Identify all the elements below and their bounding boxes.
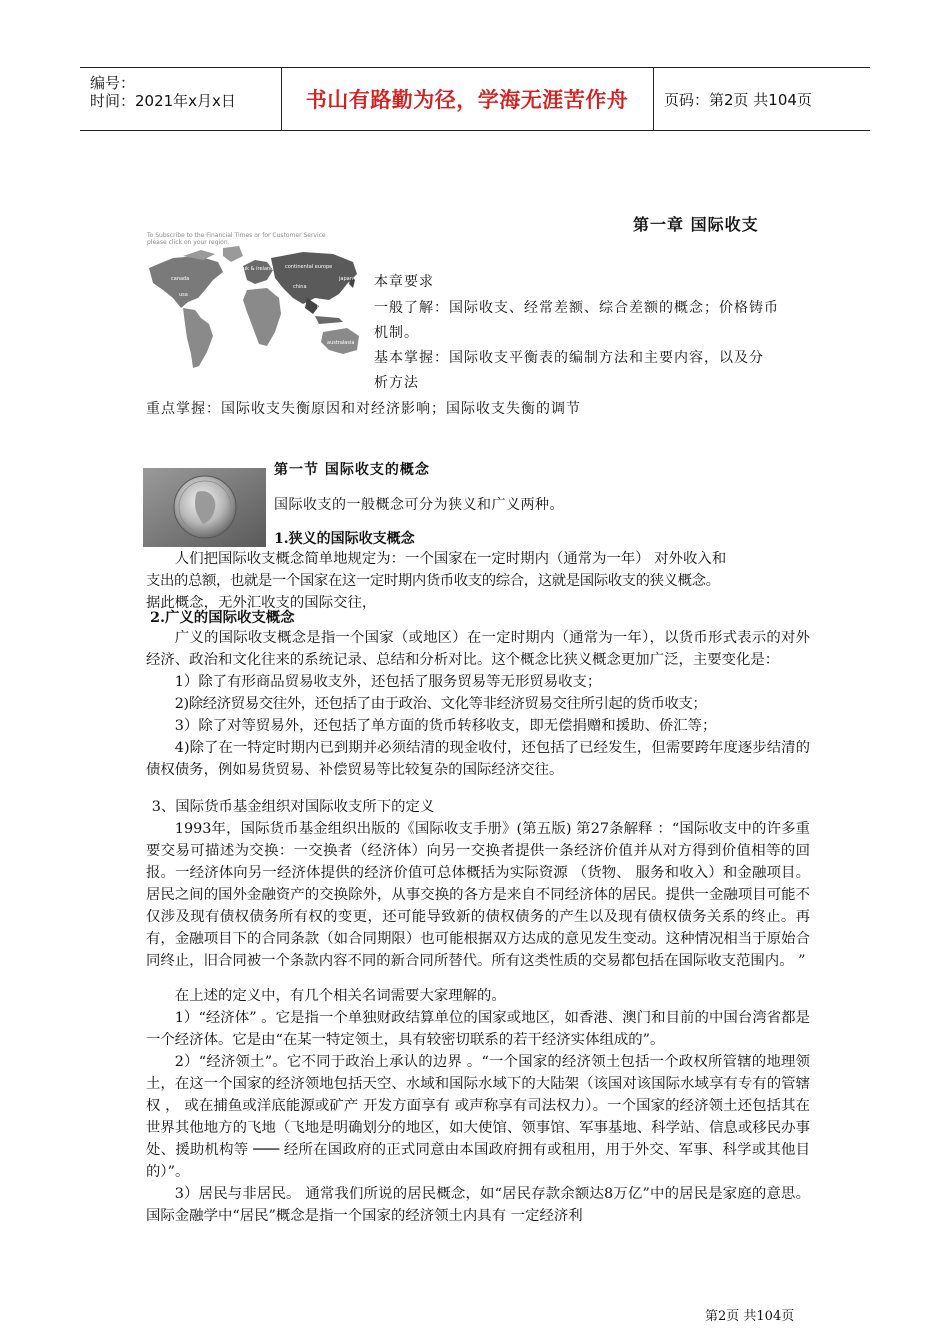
requirements-general-line1: 一般了解：国际收支、经常差额、综合差额的概念；价格铸币 (374, 300, 779, 316)
requirements-basic-line2: 析方法 (374, 375, 419, 391)
header-motto-cell (281, 68, 654, 130)
term-economic-territory: 2）“经济领土”。它不同于政治上承认的边界 。“一个国家的经济领土包括一个政权所管辖的地理领土，在这一个国家的经济领地包括天空、水域和国际水域下的大陆架（该国对该国际水域享有专有的管辖权 ， 或在捕鱼或洋底能源或矿产 开发方面享有 或声称享有司法权力）。一个国家的经济领土还包括其在世界其他地方的飞地（飞地是明确划分的地区，如大使馆、领事馆、军事基地、科学站、信息或移民办事处、援助机构等 ─── 经所在国政府的正式同意由本国政府拥有或租用，用于外交、军事、科学或其他目的）”。 (146, 1054, 810, 1180)
header-motto: 书山有路勤为径，学海无涯苦作舟 (305, 88, 629, 112)
narrow-concept-line3: 据此概念，无外汇收支的国际交往， (146, 595, 377, 611)
broad-concept-paragraph: 广义的国际收支概念是指一个国家（或地区）在一定时期内（通常为一年），以货币形式表示的对外经济、政治和文化往来的系统记录、总结和分析对比。这个概念比狭义概念更加广泛，主要变化是： (146, 630, 810, 668)
imf-definition-block (146, 796, 810, 972)
chapter-title: 第一章 国际收支 (633, 215, 759, 234)
broad-concept-title (150, 607, 814, 629)
document-date-label: 时间：2021年x月x日 (90, 92, 236, 110)
header-meta-cell (80, 68, 282, 130)
header-page-number: 页码：第2页 共104页 (664, 90, 812, 109)
broad-change-4: 4)除了在一特定时期内已到期并必须结清的现金收付，还包括了已经发生，但需要跨年度逐步结清的债权债务，例如易货贸易、补偿贸易等比较复杂的国际经济交往。 (146, 740, 810, 778)
world-map-image (143, 228, 368, 378)
terms-intro: 在上述的定义中，有几个相关名词需要大家理解的。 (174, 988, 506, 1004)
section-title: 第一节 国际收支的概念 (274, 462, 430, 478)
imf-definition-title: 3、国际货币基金组织对国际收支所下的定义 (151, 799, 435, 815)
broad-concept-block (146, 627, 810, 781)
map-label-europe: continental europe (285, 264, 333, 270)
map-label-japan: japan (339, 276, 353, 282)
map-label-hongkong: hong kong (317, 304, 344, 310)
term-resident: 3）居民与非居民。 通常我们所说的居民概念，如“居民存款余额达8万亿”中的居民是家庭的意思。 国际金融学中“居民”概念是指一个国家的经济领土内具有 一定经济利 (146, 1186, 810, 1224)
map-label-china: china (293, 284, 307, 290)
page-footer-number: 第2页 共104页 (705, 1309, 795, 1324)
requirements-key-points: 重点掌握：国际收支失衡原因和对经济影响；国际收支失衡的调节 (146, 401, 581, 417)
narrow-concept-title: 1.狭义的国际收支概念 (274, 531, 415, 547)
map-label-australasia: australasia (327, 340, 355, 346)
broad-change-1: 1）除了有形商品贸易收支外，还包括了服务贸易等无形贸易收支； (174, 674, 602, 690)
map-label-uk: uk & ireland (243, 266, 274, 272)
map-label-canada: canada (171, 276, 190, 282)
broad-change-3: 3）除了对等贸易外，还包括了单方面的货币转移收支，即无偿捐赠和援助、侨汇等； (174, 718, 717, 734)
requirements-basic-line1: 基本掌握：国际收支平衡表的编制方法和主要内容，以及分 (374, 350, 764, 366)
broad-concept-title-text: 2.广义的国际收支概念 (150, 609, 295, 626)
terms-block (146, 985, 810, 1227)
narrow-concept-line2: 支出的总额，也就是一个国家在这一定时期内货币收支的综合，这就是国际收支的狭义概念。 (146, 573, 720, 589)
map-caption-line2: please click on your region. (147, 239, 230, 246)
imf-definition-paragraph: 1993年，国际货币基金组织出版的《国际收支手册》(第五版) 第27条解释 ：“国际收支中的许多重要交易可描述为交换：一交换者（经济体）向另一交换者提供一条经济价值并从对方得到价值相等的回报。一经济体向另一经济体提供的经济价值可总体概括为实际资源 （货物、 服务和收入）和金融项目。居民之间的国外金融资产的交换除外，从事交换的各方是来自不同经济体的居民。提供一金融项目可能不仅涉及现有债权债务所有权的变更，还可能导致新的债权债务的产生以及现有债权债务关系的终止。再有，金融项目下的合同条款（如合同期限）也可能根据双方达成的意见发生变动。这种情况相当于原始合同终止，旧合同被一个条款内容不同的新合同所替代。所有这类性质的交易都包括在国际收支范围内。 ” (146, 821, 810, 969)
section-intro: 国际收支的一般概念可分为狭义和广义两种。 (274, 497, 564, 513)
broad-change-2: 2)除经济贸易交往外，还包括了由于政治、文化等非经济贸易交往所引起的货币收支； (174, 696, 707, 712)
narrow-concept-paragraph (146, 548, 810, 614)
document-number-label: 编号： (90, 74, 136, 92)
narrow-concept-line1: 人们把国际收支概念简单地规定为：一个国家在一定时期内（通常为一年） 对外收入和 (174, 551, 727, 567)
coin-photo (143, 468, 266, 547)
map-caption-line1: To Subscribe to the Financial Times or for Customer Service (147, 232, 326, 239)
page-header (80, 67, 870, 131)
map-label-usa: usa (179, 292, 188, 298)
requirements-heading: 本章要求 (374, 274, 434, 290)
header-page-cell (654, 68, 870, 130)
requirements-general-line2: 机制。 (374, 325, 419, 341)
term-economy: 1）“经济体” 。它是指一个单独财政结算单位的国家或地区，如香港、澳门和目前的中国台湾省都是一个经济体。它是由“在某一特定领土，具有较密切联系的若干经济实体组成的”。 (146, 1010, 810, 1048)
